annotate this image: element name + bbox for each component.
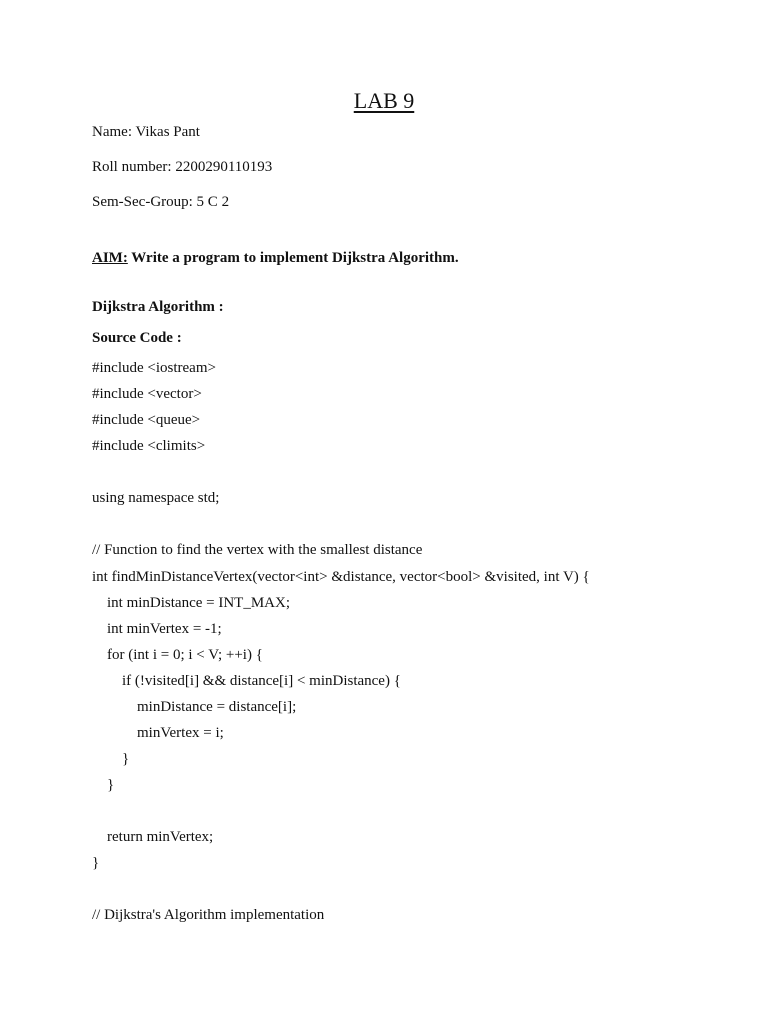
code-line: #include <vector> xyxy=(92,386,202,402)
code-line: int minDistance = INT_MAX; xyxy=(92,595,291,611)
code-line: minDistance = distance[i]; xyxy=(92,699,297,715)
code-line: minVertex = i; xyxy=(92,725,224,741)
aim-text: Write a program to implement Dijkstra Algorithm. xyxy=(127,250,459,266)
source-code-heading: Source Code : xyxy=(92,330,182,346)
student-name: Name: Vikas Pant xyxy=(92,124,200,140)
code-comment: // Function to find the vertex with the smallest distance xyxy=(92,542,423,558)
roll-number: Roll number: 2200290110193 xyxy=(92,159,273,175)
code-line: } xyxy=(92,777,115,793)
code-line: return minVertex; xyxy=(92,829,214,845)
sem-sec-group: Sem-Sec-Group: 5 C 2 xyxy=(92,194,230,210)
code-line: #include <climits> xyxy=(92,438,206,454)
code-line: int minVertex = -1; xyxy=(92,621,222,637)
code-line: #include <queue> xyxy=(92,412,201,428)
aim-line xyxy=(92,249,459,267)
code-line: for (int i = 0; i < V; ++i) { xyxy=(92,647,263,663)
code-line: int findMinDistanceVertex(vector<int> &distance, vector<bool> &visited, int V) { xyxy=(92,569,590,585)
code-line: #include <iostream> xyxy=(92,360,216,376)
section-heading: Dijkstra Algorithm : xyxy=(92,299,224,315)
page-title: LAB 9 xyxy=(353,88,415,113)
code-line: } xyxy=(92,855,100,871)
code-comment: // Dijkstra's Algorithm implementation xyxy=(92,907,325,923)
code-line: } xyxy=(92,751,130,767)
aim-label: AIM: xyxy=(92,250,128,266)
code-line: if (!visited[i] && distance[i] < minDistance) { xyxy=(92,673,401,689)
code-line: using namespace std; xyxy=(92,490,220,506)
